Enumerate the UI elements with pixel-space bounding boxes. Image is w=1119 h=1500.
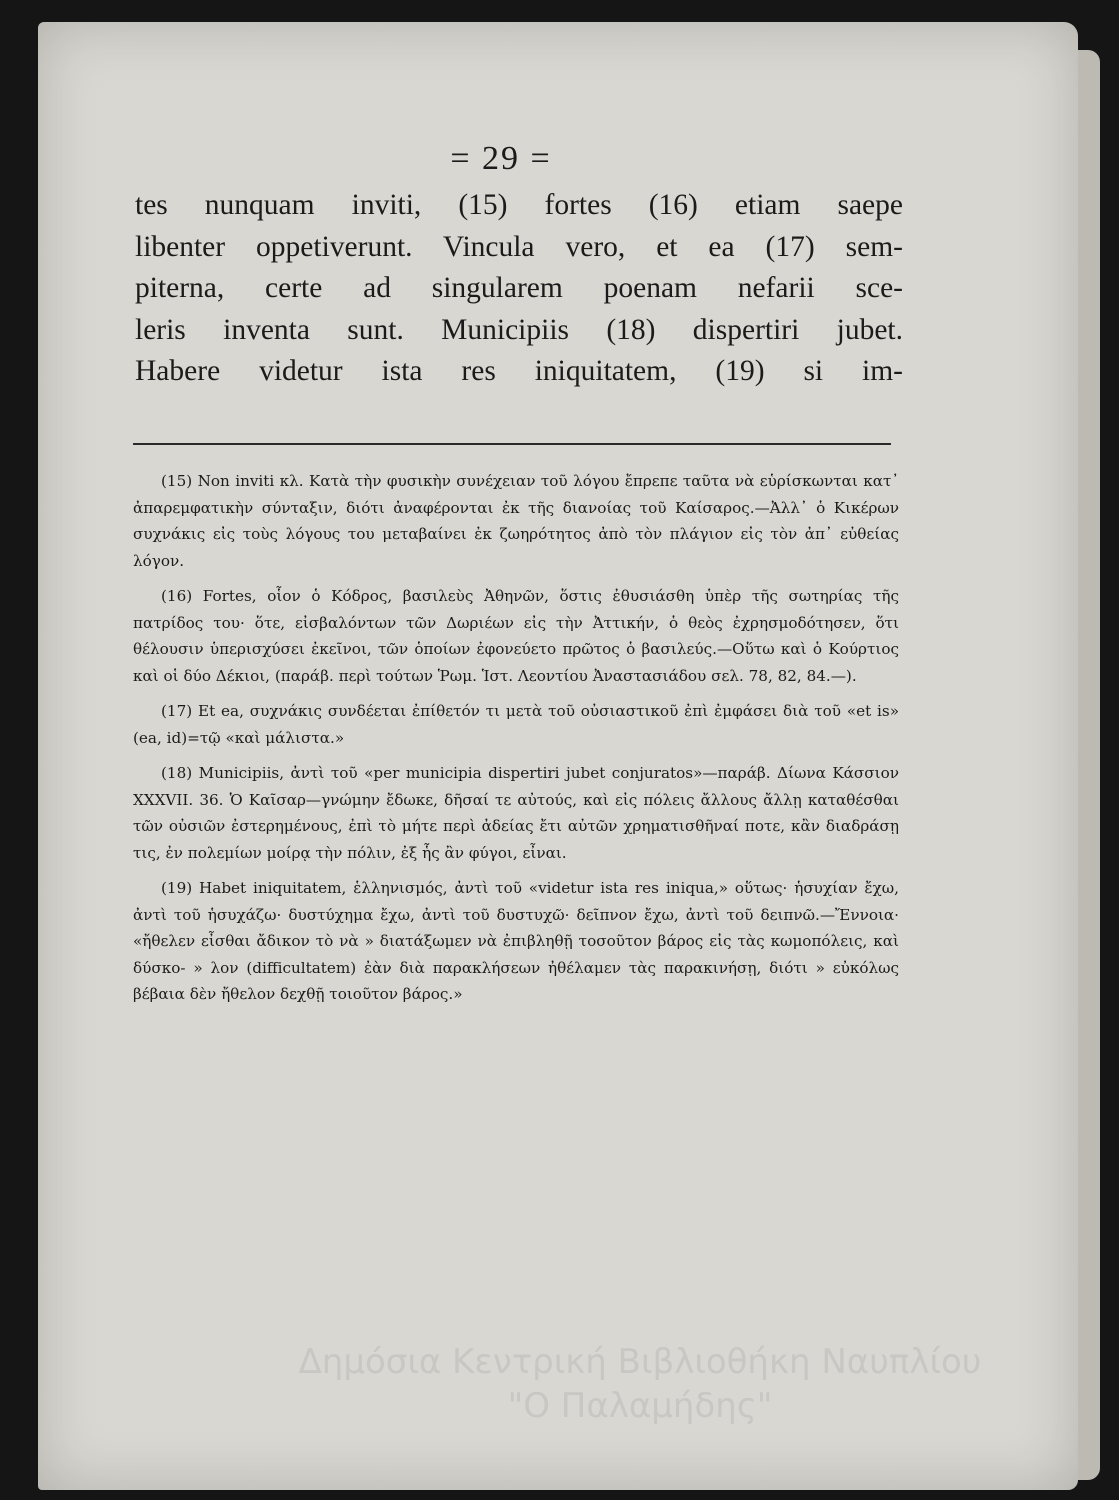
footnote-divider: [133, 443, 891, 445]
footnote-17: (17) Et ea, συχνάκις συνδέεται ἐπίθετόν τι μετὰ τοῦ οὐσιαστικοῦ ἐπὶ ἐμφάσει διὰ τοῦ «et is» (ea, id)=τῷ «καὶ μάλιστα.»: [133, 702, 899, 747]
main-line: tes nunquam inviti, (15) fortes (16) etiam saepe: [135, 189, 903, 221]
main-line: libenter oppetiverunt. Vincula vero, et ea (17) sem-: [135, 230, 903, 263]
watermark-line: "Ο Παλαμήδης": [507, 1386, 773, 1426]
main-line: Habere videtur ista res iniquitatem, (19) si im-: [135, 355, 903, 387]
watermark-line: Δημόσια Κεντρική Βιβλιοθήκη Ναυπλίου: [298, 1342, 982, 1382]
footnote-19: (19) Habet iniquitatem, ἑλληνισμός, ἀντὶ τοῦ «videtur ista res iniqua,» οὕτως· ἡσυχίαν ἔχω, ἀντὶ τοῦ ἡσυχάζω· δυστύχημα ἔχω, ἀντὶ τοῦ δυστυχῶ· δεῖπνον ἔχω, ἀντὶ τοῦ δειπνῶ.—Ἔννοια· «ἤθελεν εἶσθαι ἄδικον τὸ νὰ » διατάξωμεν νὰ ἐπιβληθῇ τοσοῦτον βάρος εἰς τὰς κωμοπόλεις, καὶ δύσκο- » λον (difficultatem) ἐὰν διὰ παρακλήσεων ἠθέλαμεν τὰς παρακινήσῃ, διότι » εὐκόλως βέβαια δὲν ἤθελον δεχθῇ τοιοῦτον βάρος.»: [133, 879, 899, 1003]
footnotes: [133, 468, 899, 1017]
library-watermark: [200, 1340, 1080, 1428]
footnote-18: (18) Municipiis, ἀντὶ τοῦ «per municipia dispertiri jubet conjuratos»—παράβ. Δίωνα Κάσσιον XXXVII. 36. Ὁ Καῖσαρ—γνώμην ἔδωκε, δῆσαί τε αὐτούς, καὶ εἰς πόλεις ἄλλους ἄλλῃ καταθέσθαι τῶν οὐσιῶν ἐστερημένους, ἐπὶ τὸ μήτε περὶ ἀδείας ἔτι αὐτῶν χρηματισθῆναί ποτε, κἂν διαδράσῃ τις, ἐν πολεμίων μοίρᾳ τὴν πόλιν, ἐξ ἧς ἂν φύγοι, εἶναι.: [133, 764, 899, 862]
footnote-15: (15) Non inviti κλ. Κατὰ τὴν φυσικὴν συνέχειαν τοῦ λόγου ἔπρεπε ταῦτα νὰ εὑρίσκωνται κατ᾽ ἀπαρεμφατικὴν σύνταξιν, διότι ἀναφέρονται ἐκ τῆς διανοίας τοῦ Καίσαρος.—Ἀλλ᾽ ὁ Κικέρων συχνάκις εἰς τοὺς λόγους του μεταβαίνει ἐκ ζωηρότητος ἀπὸ τὸν πλάγιον εἰς τὸν ἀπ᾽ εὐθείας λόγον.: [133, 472, 899, 570]
main-line: piterna, certe ad singularem poenam nefarii sce-: [135, 272, 903, 304]
footnote-16: (16) Fortes, οἷον ὁ Κόδρος, βασιλεὺς Ἀθηνῶν, ὅστις ἐθυσιάσθη ὑπὲρ τῆς σωτηρίας τῆς πατρίδος του· ὅτε, εἰσβαλόντων τῶν Δωριέων εἰς τὴν Ἀττικήν, ὁ θεὸς ἐχρησμοδότησεν, ὅτι θέλουσιν ὑπερισχύσει ἐκεῖνοι, τῶν ὁποίων ἐφονεύετο πρῶτος ὁ βασιλεύς.—Οὕτω καὶ ὁ Κούρτιος καὶ οἱ δύο Δέκιοι, (παράβ. περὶ τούτων Ῥωμ. Ἱστ. Λεοντίου Ἀναστασιάδου σελ. 78, 82, 84.—).: [133, 587, 899, 685]
main-line: leris inventa sunt. Municipiis (18) dispertiri jubet.: [135, 313, 903, 346]
main-latin-text: [135, 185, 903, 393]
page-number: = 29 =: [450, 140, 552, 177]
